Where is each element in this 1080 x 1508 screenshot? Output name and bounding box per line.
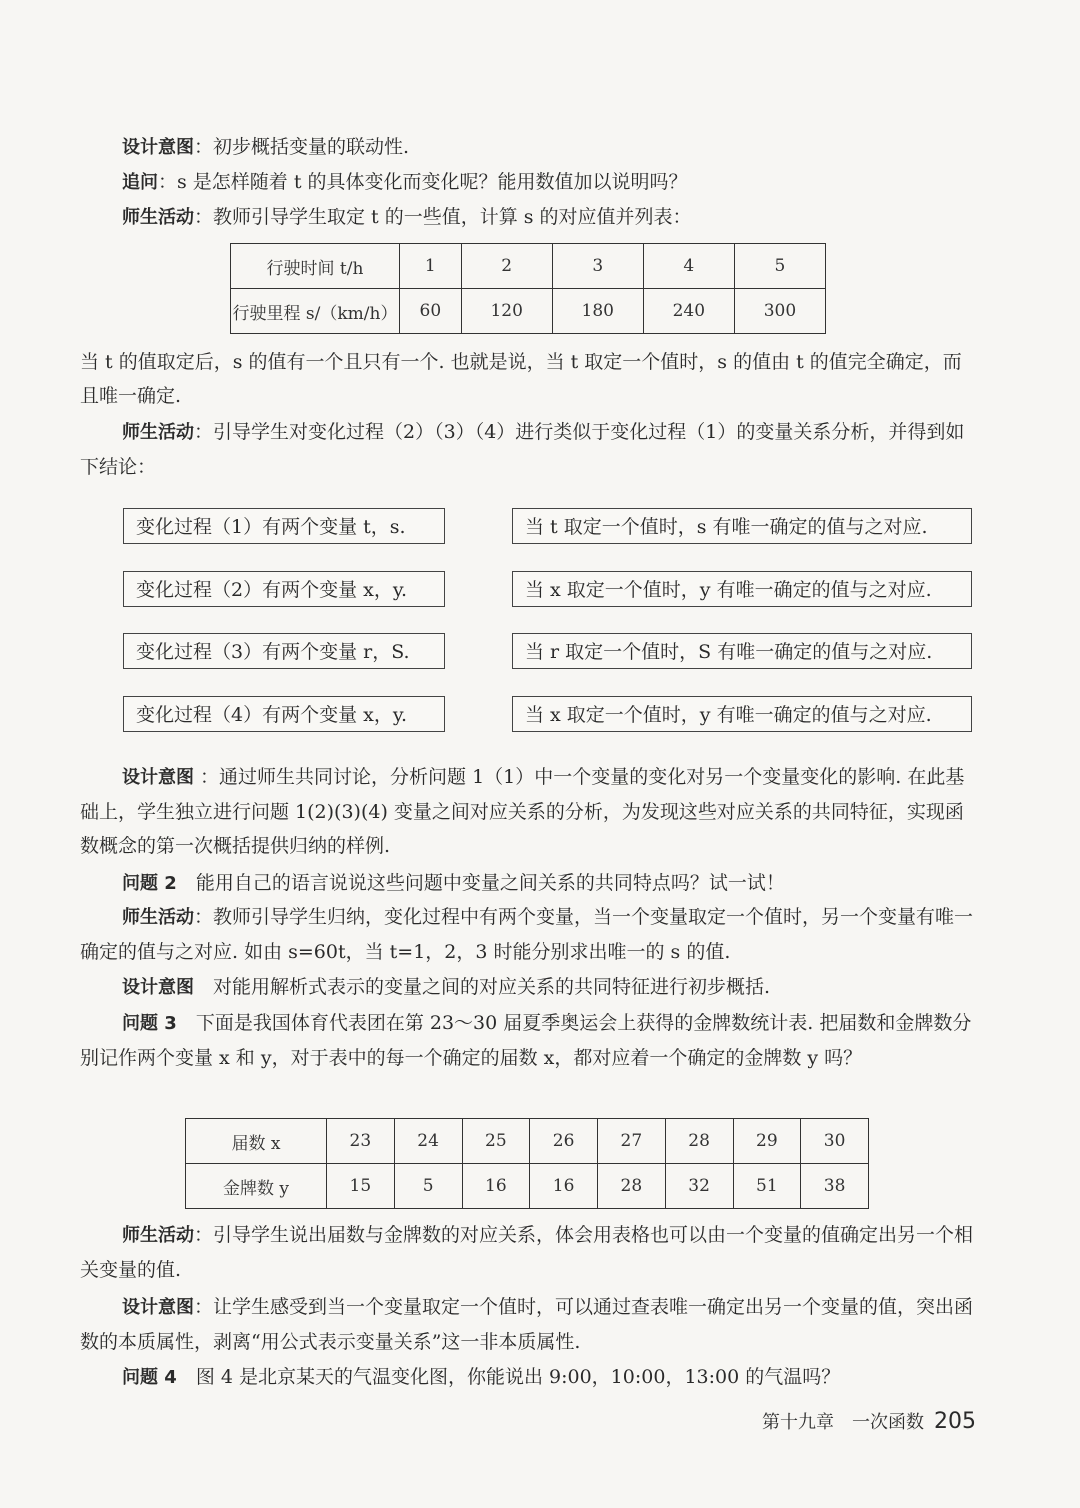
conclusion-box-2: 当 x 取定一个值时，y 有唯一确定的值与之对应. [512,571,972,607]
session-cell: 29 [733,1119,801,1164]
session-cell: 27 [598,1119,666,1164]
medal-cell: 15 [327,1164,395,1209]
teacher-student-activity-1: 师生活动：教师引导学生取定 t 的一些值，计算 s 的对应值并列表： [122,206,692,228]
conclusion-box-3: 当 r 取定一个值时，S 有唯一确定的值与之对应. [512,633,972,669]
distance-cell: 300 [734,289,825,334]
design-intent-2: 设计意图 ：通过师生共同讨论，分析问题 1（1）中一个变量的变化对另一个变量变化的影响. 在此基础上，学生独立进行问题 1(2)(3)(4) 变量之间对应关系的分析，为发现这些对应关系的共同特征，实现函数概念的第一次概括提供归纳的样例. [80,766,965,857]
olympic-medals-table [185,1118,869,1209]
medal-cell: 28 [598,1164,666,1209]
medal-cell: 5 [394,1164,462,1209]
medal-row [186,1164,869,1209]
time-cell: 2 [461,244,552,289]
session-row-header: 届数 x [186,1119,327,1164]
distance-cell: 240 [643,289,734,334]
session-cell: 24 [394,1119,462,1164]
time-cell: 1 [400,244,462,289]
time-cell: 5 [734,244,825,289]
chapter-title: 第十九章 一次函数 [762,1412,924,1433]
question-3: 问题 3 下面是我国体育代表团在第 23～30 届夏季奥运会上获得的金牌数统计表. 把届数和金牌数分别记作两个变量 x 和 y，对于表中的每一个确定的届数 x，都对应着一个确定的金牌数 y 吗？ [80,1012,972,1069]
medal-cell: 32 [665,1164,733,1209]
design-intent-3: 设计意图 对能用解析式表示的变量之间的对应关系的共同特征进行初步概括. [122,976,771,998]
session-cell: 28 [665,1119,733,1164]
follow-up-question: 追问：s 是怎样随着 t 的具体变化而变化呢？能用数值加以说明吗？ [122,171,688,193]
page-number: 205 [934,1409,976,1434]
session-cell: 25 [462,1119,530,1164]
distance-cell: 120 [461,289,552,334]
distance-cell: 180 [552,289,643,334]
design-intent-4: 设计意图：让学生感受到当一个变量取定一个值时，可以通过查表唯一确定出另一个变量的值，突出函数的本质属性，剥离“用公式表示变量关系”这一非本质属性. [80,1296,974,1353]
design-intent-1: 设计意图：初步概括变量的联动性. [122,136,410,158]
time-distance-table [230,243,826,334]
time-row [231,244,826,289]
distance-cell: 60 [400,289,462,334]
distance-row-header: 行驶里程 s/（km/h） [231,289,400,334]
teacher-student-activity-4: 师生活动：引导学生说出届数与金牌数的对应关系，体会用表格也可以由一个变量的值确定出另一个相关变量的值. [80,1224,974,1281]
session-cell: 30 [801,1119,869,1164]
explanation-paragraph: 当 t 的值取定后，s 的值有一个且只有一个. 也就是说，当 t 取定一个值时，s 的值由 t 的值完全确定，而且唯一确定. [80,351,962,407]
medal-cell: 51 [733,1164,801,1209]
conclusion-box-1: 当 t 取定一个值时，s 有唯一确定的值与之对应. [512,508,972,544]
page-footer [762,1408,976,1434]
session-cell: 26 [530,1119,598,1164]
session-row [186,1119,869,1164]
question-2: 问题 2 能用自己的语言说说这些问题中变量之间关系的共同特点吗？试一试！ [122,872,785,894]
session-cell: 23 [327,1119,395,1164]
teacher-student-activity-3: 师生活动：教师引导学生归纳，变化过程中有两个变量，当一个变量取定一个值时，另一个变量有唯一确定的值与之对应. 如由 s=60t，当 t=1，2，3 时能分别求出唯一的 s 的值. [80,906,974,963]
teacher-student-activity-2: 师生活动：引导学生对变化过程（2）（3）（4）进行类似于变化过程（1）的变量关系分析，并得到如下结论： [80,421,965,478]
process-box-1: 变化过程（1）有两个变量 t，s. [123,508,445,544]
distance-row [231,289,826,334]
medal-cell: 16 [530,1164,598,1209]
process-box-4: 变化过程（4）有两个变量 x，y. [123,696,445,732]
time-cell: 4 [643,244,734,289]
conclusion-box-4: 当 x 取定一个值时，y 有唯一确定的值与之对应. [512,696,972,732]
question-4: 问题 4 图 4 是北京某天的气温变化图，你能说出 9:00，10:00，13:00 的气温吗？ [122,1366,841,1388]
process-box-2: 变化过程（2）有两个变量 x，y. [123,571,445,607]
medal-row-header: 金牌数 y [186,1164,327,1209]
medal-cell: 16 [462,1164,530,1209]
time-row-header: 行驶时间 t/h [231,244,400,289]
process-box-3: 变化过程（3）有两个变量 r，S. [123,633,445,669]
medal-cell: 38 [801,1164,869,1209]
time-cell: 3 [552,244,643,289]
